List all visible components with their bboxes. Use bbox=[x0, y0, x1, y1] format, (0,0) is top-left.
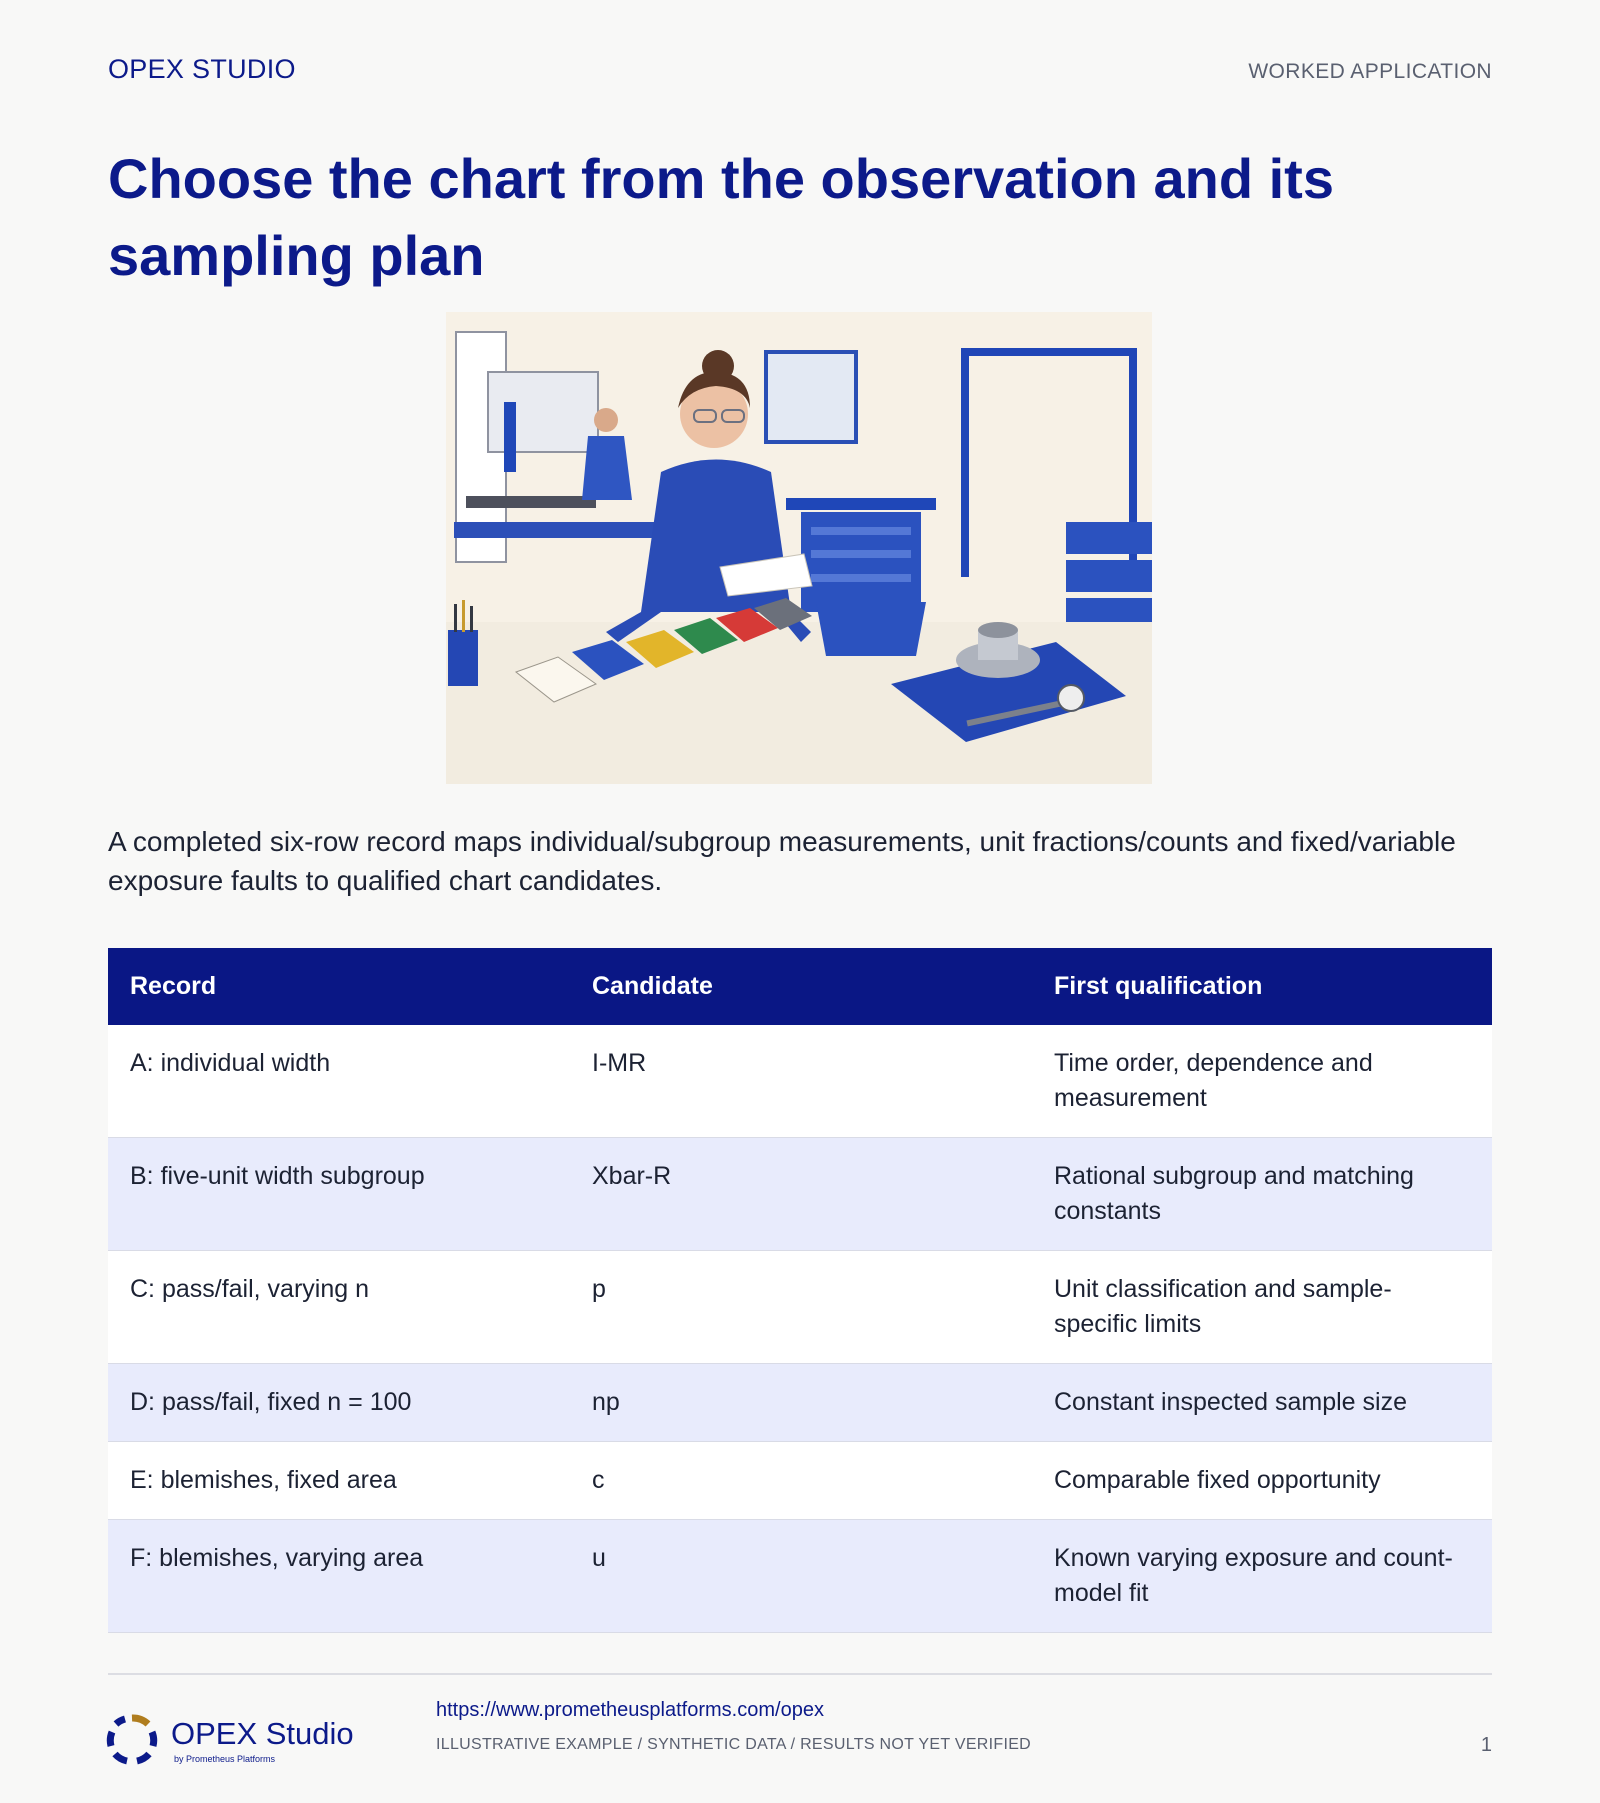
qualification-cell: Known varying exposure and count-model fit bbox=[1032, 1520, 1492, 1633]
candidate-cell: Xbar-R bbox=[570, 1138, 1032, 1251]
candidate-cell: np bbox=[570, 1364, 1032, 1442]
record-cell: B: five-unit width subgroup bbox=[108, 1138, 570, 1251]
footer-url-link[interactable]: https://www.prometheusplatforms.com/opex bbox=[436, 1699, 824, 1721]
table-header-row bbox=[108, 948, 1492, 1025]
record-cell: D: pass/fail, fixed n = 100 bbox=[108, 1364, 570, 1442]
footer-divider bbox=[108, 1673, 1492, 1675]
qualification-cell: Constant inspected sample size bbox=[1032, 1364, 1492, 1442]
header-brand: OPEX STUDIO bbox=[108, 54, 296, 84]
record-cell: A: individual width bbox=[108, 1025, 570, 1138]
candidate-cell: c bbox=[570, 1442, 1032, 1520]
qualification-cell: Time order, dependence and measurement bbox=[1032, 1025, 1492, 1138]
candidate-cell: I-MR bbox=[570, 1025, 1032, 1138]
column-header-qualification: First qualification bbox=[1032, 948, 1492, 1025]
table-row bbox=[108, 1138, 1492, 1251]
intro-paragraph: A completed six-row record maps individual/subgroup measurements, unit fractions/counts and fixed/variable exposure faults to qualified chart candidates. bbox=[108, 826, 1456, 896]
footer-byline: by Prometheus Platforms bbox=[174, 1754, 276, 1764]
opex-logo-icon bbox=[106, 1714, 158, 1766]
table-row bbox=[108, 1442, 1492, 1520]
inspection-illustration bbox=[446, 312, 1152, 784]
table-row bbox=[108, 1364, 1492, 1442]
candidate-cell: p bbox=[570, 1251, 1032, 1364]
record-cell: C: pass/fail, varying n bbox=[108, 1251, 570, 1364]
header-kicker: WORKED APPLICATION bbox=[1248, 60, 1492, 83]
footer-brand: OPEX Studio bbox=[171, 1716, 354, 1751]
qualification-cell: Unit classification and sample-specific limits bbox=[1032, 1251, 1492, 1364]
qualification-cell: Rational subgroup and matching constants bbox=[1032, 1138, 1492, 1251]
column-header-record: Record bbox=[108, 948, 570, 1025]
table-row bbox=[108, 1520, 1492, 1633]
table-row bbox=[108, 1025, 1492, 1138]
candidate-cell: u bbox=[570, 1520, 1032, 1633]
record-cell: E: blemishes, fixed area bbox=[108, 1442, 570, 1520]
page-number: 1 bbox=[1480, 1734, 1492, 1756]
qualification-cell: Comparable fixed opportunity bbox=[1032, 1442, 1492, 1520]
column-header-candidate: Candidate bbox=[570, 948, 1032, 1025]
record-cell: F: blemishes, varying area bbox=[108, 1520, 570, 1633]
table-row bbox=[108, 1251, 1492, 1364]
page-header bbox=[108, 52, 1492, 92]
chart-selection-table bbox=[108, 948, 1492, 1633]
footer-disclaimer: ILLUSTRATIVE EXAMPLE / SYNTHETIC DATA / RESULTS NOT YET VERIFIED bbox=[436, 1736, 1032, 1753]
page-title: Choose the chart from the observation and its sampling plan bbox=[108, 147, 1334, 287]
